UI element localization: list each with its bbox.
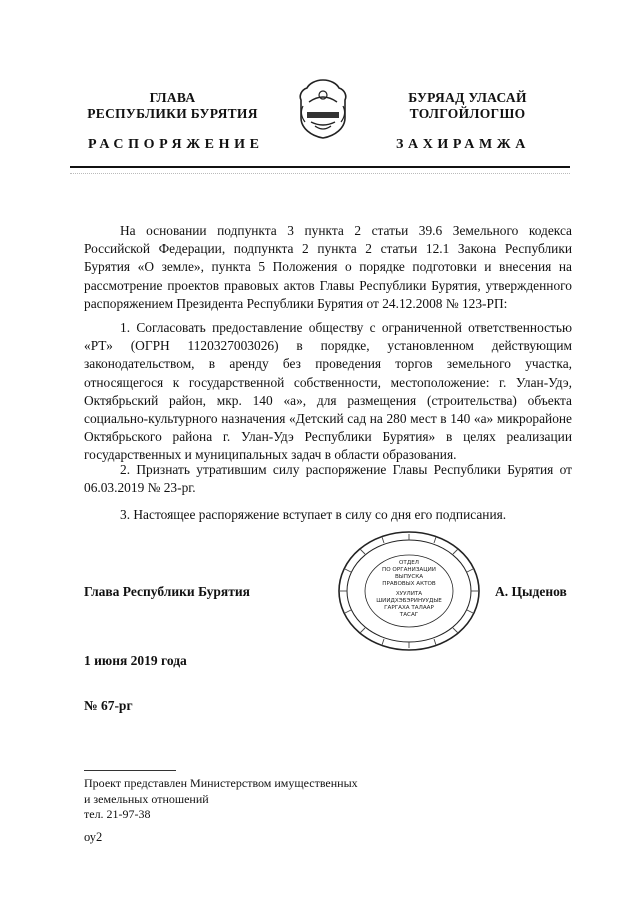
coat-of-arms-icon (295, 78, 351, 140)
footer-note (84, 776, 358, 823)
signatory-position: Глава Республики Бурятия (84, 584, 250, 599)
stamp-line-7: ГАРГАХА ТАЛААР (384, 605, 434, 611)
item-1-paragraph: 1. Согласовать предоставление обществу с ограниченной ответственностью «РТ» (ОГРН 1120327003026) в порядке, установленном действующим законодательством, в аренду без проведения торгов земельного участка, относящегося к государственной собственности, местоположение: г. Улан-Удэ, Октябрьский район, мкр. 140 «а», для размещения (строительства) объекта социально-культурного назначения «Детский сад на 280 мест в 140 «а» микрорайоне Октябрьского района г. Улан-Удэ Республики Бурятия» в целях реализации государственных и муниципальных задач в области образования. (84, 320, 572, 463)
document-number: № 67-рг (84, 698, 133, 713)
item-3-paragraph: 3. Настоящее распоряжение вступает в силу со дня его подписания. (120, 507, 507, 522)
header-dotted-divider (70, 173, 570, 174)
intro-paragraph: На основании подпункта 3 пункта 2 статьи 39.6 Земельного кодекса Российской Федерации, подпункта 2 пункта 2 статьи 12.1 Закона Республики Бурятия «О земле», пункта 5 Положения о порядке подготовки и внесения на рассмотрение проектов правовых актов Главы Республики Бурятия, утвержденного распоряжением Президента Республики Бурятия от 24.12.2008 № 123-РП: (84, 223, 572, 311)
header-right (365, 90, 570, 122)
header-left (70, 90, 275, 122)
signatory-name: А. Цыденов (495, 584, 567, 599)
stamp-line-4: ПРАВОВЫХ АКТОВ (382, 581, 436, 587)
document-date: 1 июня 2019 года (84, 653, 187, 668)
footer-line-1: Проект представлен Министерством имущественных (84, 776, 358, 790)
footer-line-2: и земельных отношений (84, 791, 209, 806)
stamp-line-2: ПО ОРГАНИЗАЦИИ (382, 567, 436, 573)
stamp-line-6: ШИИДХЭБЭРИНУУДЫЕ (376, 598, 442, 604)
header-right-title: БУРЯАД УЛАСАЙ (408, 90, 527, 105)
official-stamp (336, 529, 482, 653)
stamp-line-1: ОТДЕЛ (399, 560, 419, 566)
header-left-subtitle: РЕСПУБЛИКИ БУРЯТИЯ (87, 106, 258, 121)
header-right-subtitle: ТОЛГОЙЛОГШО (409, 106, 526, 121)
footer-code: оу2 (84, 830, 103, 844)
stamp-line-8: ТАСАГ (399, 612, 419, 618)
footer-line-3: тел. 21-97-38 (84, 807, 151, 821)
stamp-line-5: ХУУЛИТА (395, 591, 423, 597)
footer-divider (84, 770, 176, 771)
document-kind-ru: РАСПОРЯЖЕНИЕ (88, 137, 264, 152)
document-kind-bua: ЗАХИРАМЖА (396, 137, 530, 152)
stamp-line-3: ВЫПУСКА (394, 574, 424, 580)
item-2-paragraph: 2. Признать утратившим силу распоряжение Главы Республики Бурятия от 06.03.2019 № 23-рг. (84, 462, 572, 496)
header-divider (70, 166, 570, 168)
header-left-title: ГЛАВА (149, 90, 196, 105)
